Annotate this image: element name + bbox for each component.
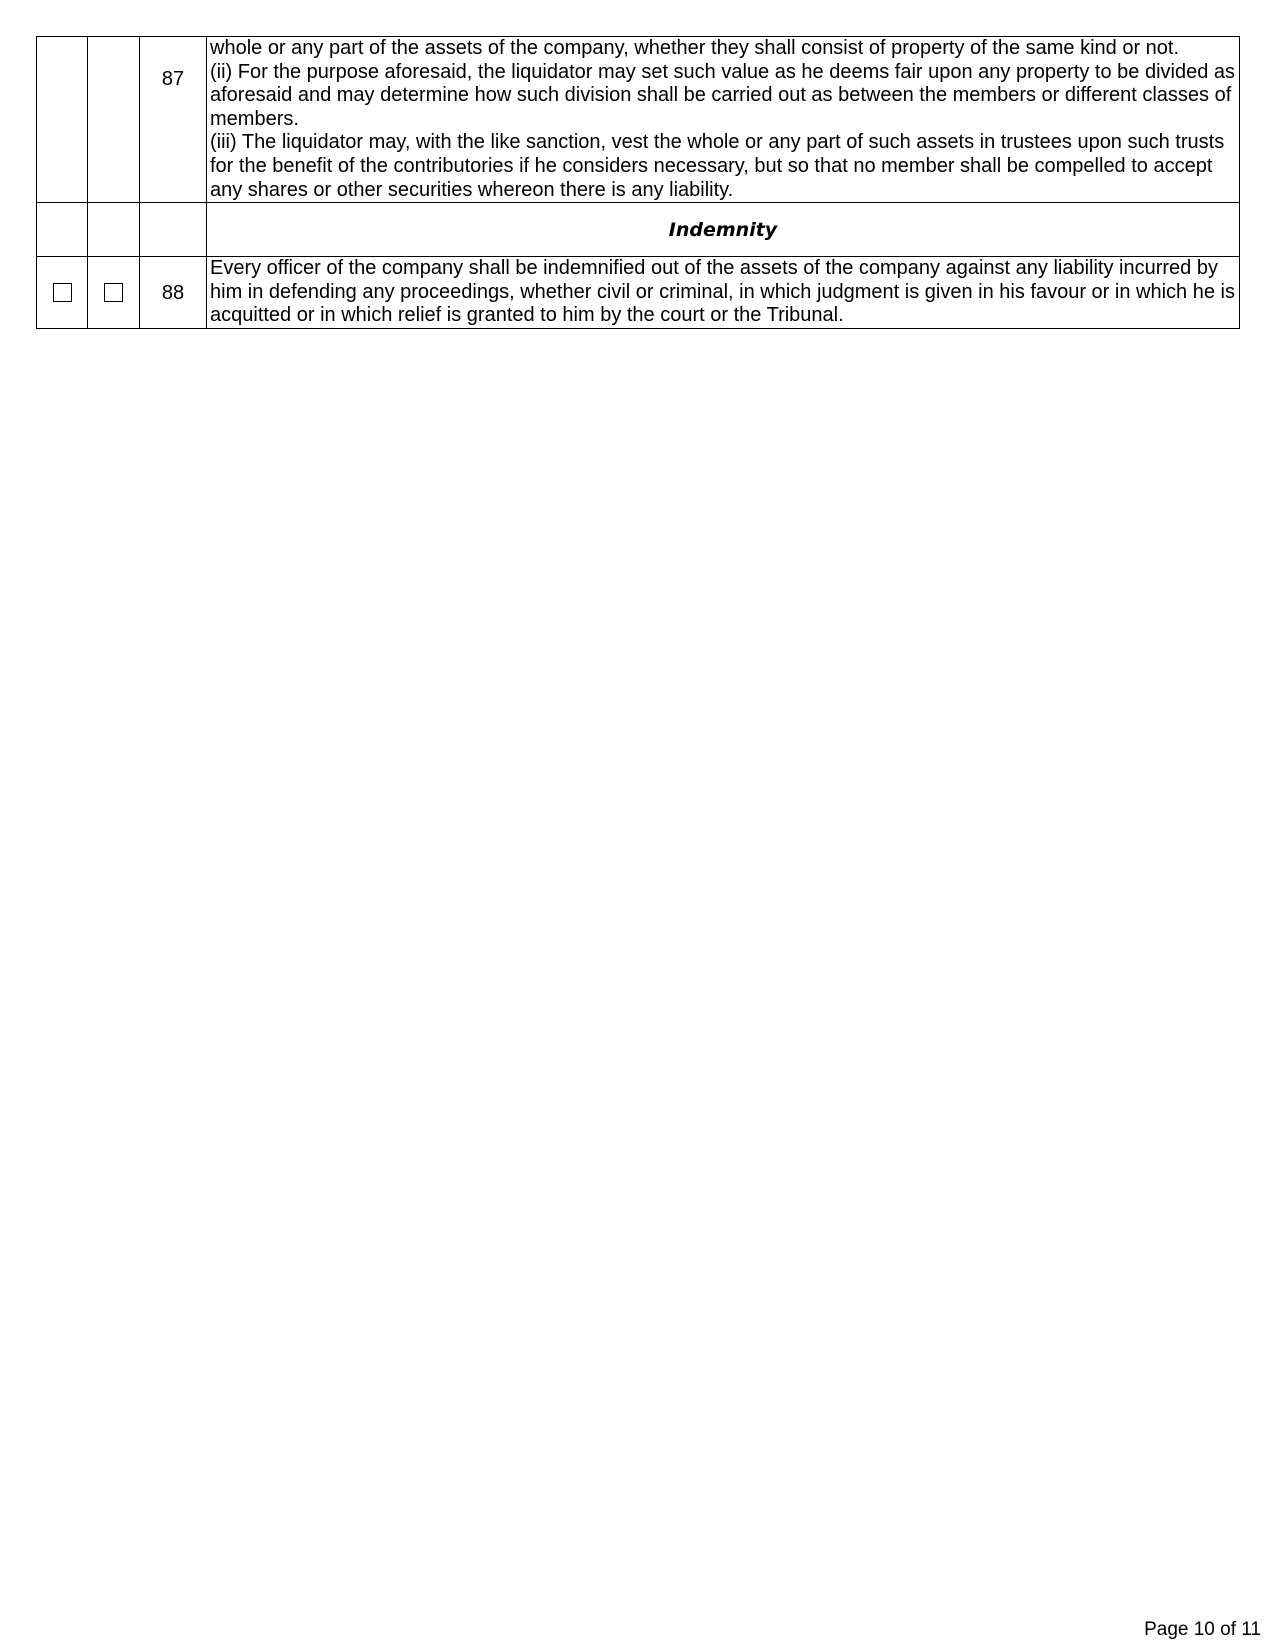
page-number: Page 10 of 11 (1144, 1619, 1261, 1640)
section-heading: Indemnity (207, 203, 1240, 257)
empty-check-cell (88, 37, 140, 203)
checkbox-1[interactable] (53, 283, 72, 302)
empty-check-cell (37, 203, 88, 257)
empty-number-cell (140, 203, 207, 257)
clause-row-87 (37, 37, 1240, 203)
clause-paragraph: whole or any part of the assets of the company, whether they shall consist of property of the same kind or not. (210, 37, 1180, 59)
articles-table (36, 36, 1240, 329)
clause-number: 88 (140, 257, 207, 329)
clause-text (207, 37, 1240, 203)
checkbox-cell (88, 257, 140, 329)
section-heading-row (37, 203, 1240, 257)
clause-paragraph: (ii) For the purpose aforesaid, the liquidator may set such value as he deems fair upon any property to be divided as aforesaid and may determine how such division shall be carried out as between the members or different classes of members. (210, 60, 1236, 130)
clause-paragraph: (iii) The liquidator may, with the like sanction, vest the whole or any part of such assets in trustees upon such trusts for the benefit of the contributories if he considers necessary, but so that no member shall be compelled to accept any shares or other securities whereon there is any liability. (210, 131, 1225, 201)
empty-check-cell (37, 37, 88, 203)
clause-text: Every officer of the company shall be indemnified out of the assets of the company against any liability incurred by him in defending any proceedings, whether civil or criminal, in which judgment is given in his favour or in which he is acquitted or in which relief is granted to him by the court or the Tribunal. (207, 257, 1240, 329)
checkbox-cell (37, 257, 88, 329)
clause-number: 87 (140, 37, 207, 203)
empty-check-cell (88, 203, 140, 257)
checkbox-2[interactable] (104, 283, 123, 302)
clause-row-88 (37, 257, 1240, 329)
